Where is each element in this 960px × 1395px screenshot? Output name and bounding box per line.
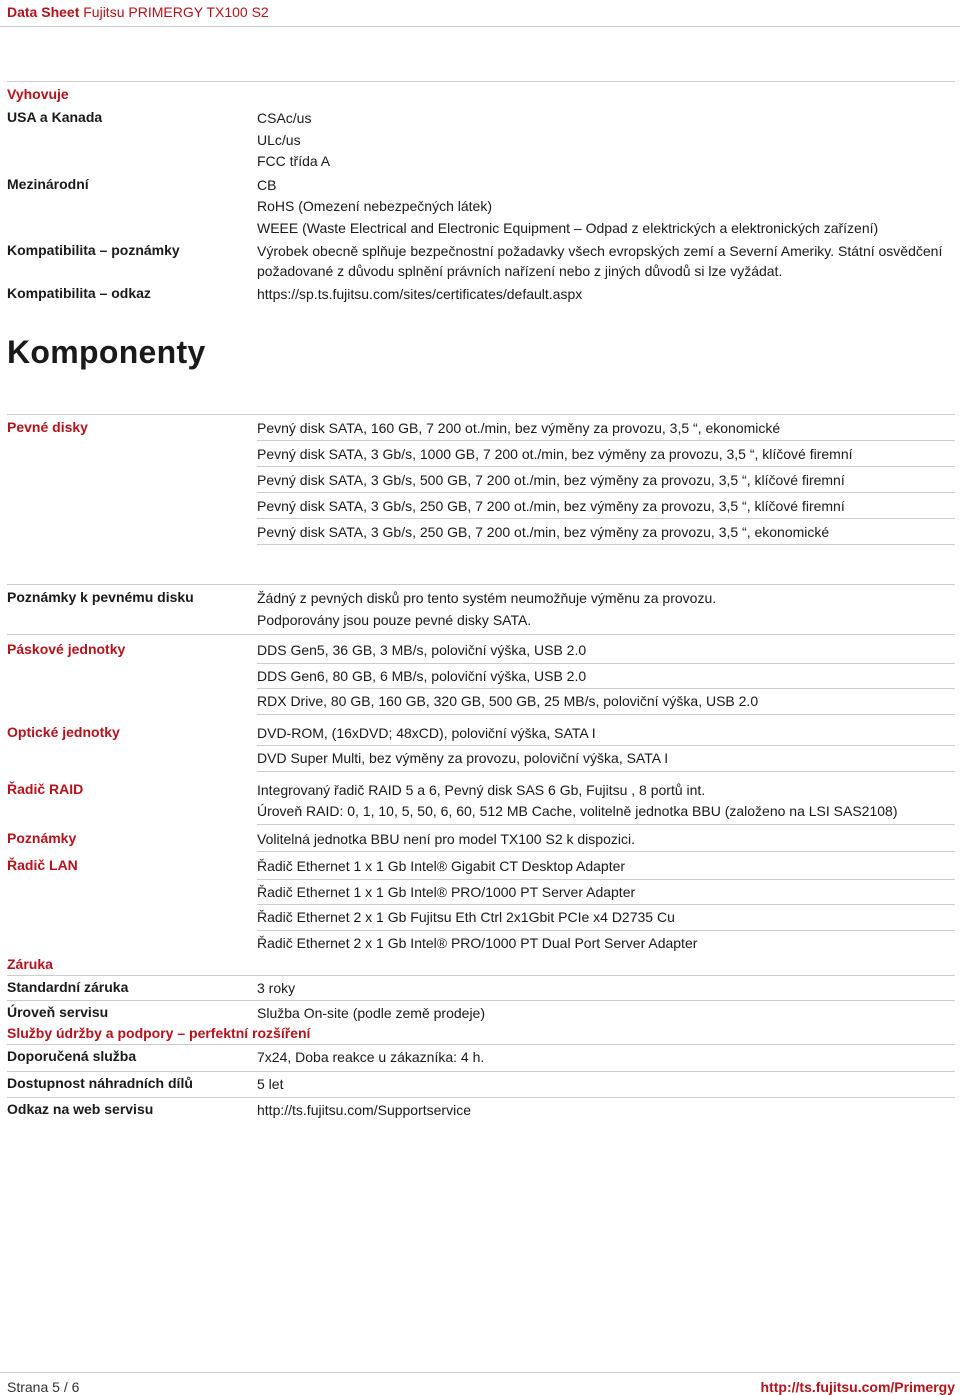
row-label: USA a Kanada: [7, 109, 103, 125]
tape-row: [7, 640, 955, 717]
notes-item: Volitelná jednotka BBU není pro model TX100 S2 k dispozici.: [257, 829, 955, 853]
row-value: CSAc/us: [257, 110, 312, 126]
row-divider: [7, 1044, 955, 1045]
support-title: Služby údržby a podpory – perfektní rozšíření: [7, 1025, 311, 1041]
tape-item: DDS Gen6, 80 GB, 6 MB/s, poloviční výška, USB 2.0: [257, 666, 955, 690]
hdd-notes-row: [7, 588, 955, 631]
lan-item: Řadič Ethernet 1 x 1 Gb Intel® PRO/1000 PT Server Adapter: [257, 882, 955, 906]
row-value: Výrobek obecně splňuje bezpečnostní požadavky všech evropských zemí a Severní Ameriky. Státní osvědčení požadované z důvodu splnění právních nařízení nebo z jiných důvodů si lze vyžádat.: [257, 243, 943, 279]
recommended-service-row: [7, 1047, 955, 1069]
page-header: [7, 4, 269, 20]
lan-label: Řadič LAN: [7, 857, 78, 873]
row-divider: [7, 1097, 955, 1098]
notes-label: Poznámky: [7, 829, 77, 846]
service-web-label: Odkaz na web servisu: [7, 1101, 154, 1117]
page-footer: [7, 1379, 955, 1395]
hdd-item: Pevný disk SATA, 3 Gb/s, 250 GB, 7 200 ot./min, bez výměny za provozu, 3,5 “, ekonomické: [257, 521, 955, 545]
compliance-row-intl: [7, 175, 955, 240]
row-value: RoHS (Omezení nebezpečných látek): [257, 198, 492, 214]
row-value: ULc/us: [257, 131, 301, 148]
service-level-value: Služba On-site (podle země prodeje): [257, 1004, 486, 1021]
row-label: Kompatibilita – odkaz: [7, 285, 151, 301]
compliance-row-usa: [7, 108, 955, 173]
optical-item: DVD Super Multi, bez výměny za provozu, poloviční výška, SATA I: [257, 748, 955, 772]
details-section: [7, 584, 955, 954]
raid-item: Integrovaný řadič RAID 5 a 6, Pevný disk SAS 6 Gb, Fujitsu , 8 portů int.: [257, 781, 706, 798]
hdd-item: Pevný disk SATA, 160 GB, 7 200 ot./min, bez výměny za provozu, 3,5 “, ekonomické: [257, 417, 955, 441]
standard-warranty-value: 3 roky: [257, 980, 296, 996]
hdd-notes-label: Poznámky k pevnému disku: [7, 589, 194, 605]
certificates-link[interactable]: https://sp.ts.fujitsu.com/sites/certificates/default.aspx: [257, 286, 583, 302]
hdd-item: Pevný disk SATA, 3 Gb/s, 500 GB, 7 200 ot./min, bez výměny za provozu, 3,5 “, klíčové firemní: [257, 469, 955, 493]
tape-item: DDS Gen5, 36 GB, 3 MB/s, poloviční výška, USB 2.0: [257, 640, 955, 664]
hdd-row: [7, 417, 955, 547]
row-divider: [7, 1000, 955, 1001]
page-number: Strana 5 / 6: [7, 1379, 80, 1395]
service-web-row: [7, 1100, 955, 1122]
service-web-link[interactable]: http://ts.fujitsu.com/Supportservice: [257, 1102, 471, 1118]
compliance-row-notes: [7, 241, 955, 282]
lan-item: Řadič Ethernet 1 x 1 Gb Intel® Gigabit CT Desktop Adapter: [257, 856, 955, 880]
notes-row: [7, 829, 955, 855]
hdd-note: Podporovány jsou pouze pevné disky SATA.: [257, 611, 532, 628]
recommended-service-label: Doporučená služba: [7, 1048, 137, 1064]
lan-item: Řadič Ethernet 2 x 1 Gb Intel® PRO/1000 PT Dual Port Server Adapter: [257, 934, 698, 951]
raid-row: [7, 780, 955, 827]
optical-row: [7, 723, 955, 774]
section-divider: [7, 414, 955, 415]
compliance-section: [7, 81, 955, 306]
row-value: CB: [257, 176, 277, 193]
tape-item: RDX Drive, 80 GB, 160 GB, 320 GB, 500 GB, 25 MB/s, poloviční výška, USB 2.0: [257, 691, 955, 715]
row-divider: [7, 634, 955, 635]
warranty-title: Záruka: [7, 956, 53, 972]
row-label: Kompatibilita – poznámky: [7, 242, 180, 258]
row-value: WEEE (Waste Electrical and Electronic Equipment – Odpad z elektrických a elektronických zařízení): [257, 219, 879, 236]
service-level-label: Úroveň servisu: [7, 1003, 109, 1020]
hdd-item: Pevný disk SATA, 3 Gb/s, 1000 GB, 7 200 ot./min, bez výměny za provozu, 3,5 “, klíčové firemní: [257, 443, 955, 467]
row-value: FCC třída A: [257, 153, 331, 169]
footer-link[interactable]: http://ts.fujitsu.com/Primergy: [760, 1379, 955, 1395]
raid-label: Řadič RAID: [7, 780, 84, 797]
hdd-section: [7, 414, 955, 547]
doc-model: Fujitsu PRIMERGY TX100 S2: [83, 4, 269, 20]
compliance-title: Vyhovuje: [7, 86, 69, 102]
raid-item: Úroveň RAID: 0, 1, 10, 5, 50, 6, 60, 512 MB Cache, volitelně jednotka BBU (založeno na LSI SAS2108): [257, 801, 955, 825]
spare-parts-label: Dostupnost náhradních dílů: [7, 1074, 193, 1091]
standard-warranty-row: [7, 978, 955, 1000]
compliance-row-link: [7, 284, 955, 306]
section-divider: [7, 81, 955, 82]
footer-divider: [0, 1372, 960, 1373]
hdd-note: Žádný z pevných disků pro tento systém neumožňuje výměnu za provozu.: [257, 590, 717, 606]
components-heading: Komponenty: [7, 334, 206, 370]
section-divider: [7, 584, 955, 585]
row-divider: [7, 1071, 955, 1072]
optical-label: Optické jednotky: [7, 723, 120, 740]
standard-warranty-label: Standardní záruka: [7, 979, 129, 995]
hdd-item: Pevný disk SATA, 3 Gb/s, 250 GB, 7 200 ot./min, bez výměny za provozu, 3,5 “, klíčové firemní: [257, 495, 955, 519]
warranty-section: [7, 955, 955, 1122]
doc-type: Data Sheet: [7, 4, 80, 20]
tape-label: Páskové jednotky: [7, 641, 126, 657]
lan-item: Řadič Ethernet 2 x 1 Gb Fujitsu Eth Ctrl 2x1Gbit PCIe x4 D2735 Cu: [257, 907, 955, 931]
spare-parts-row: [7, 1074, 955, 1096]
header-divider: [0, 26, 960, 27]
service-level-row: [7, 1003, 955, 1025]
row-label: Mezinárodní: [7, 175, 89, 192]
lan-row: [7, 856, 955, 954]
hdd-label: Pevné disky: [7, 419, 88, 435]
optical-item: DVD-ROM, (16xDVD; 48xCD), poloviční výška, SATA I: [257, 723, 955, 747]
recommended-service-value: 7x24, Doba reakce u zákazníka: 4 h.: [257, 1049, 485, 1065]
row-divider: [7, 975, 955, 976]
spare-parts-value: 5 let: [257, 1075, 284, 1092]
